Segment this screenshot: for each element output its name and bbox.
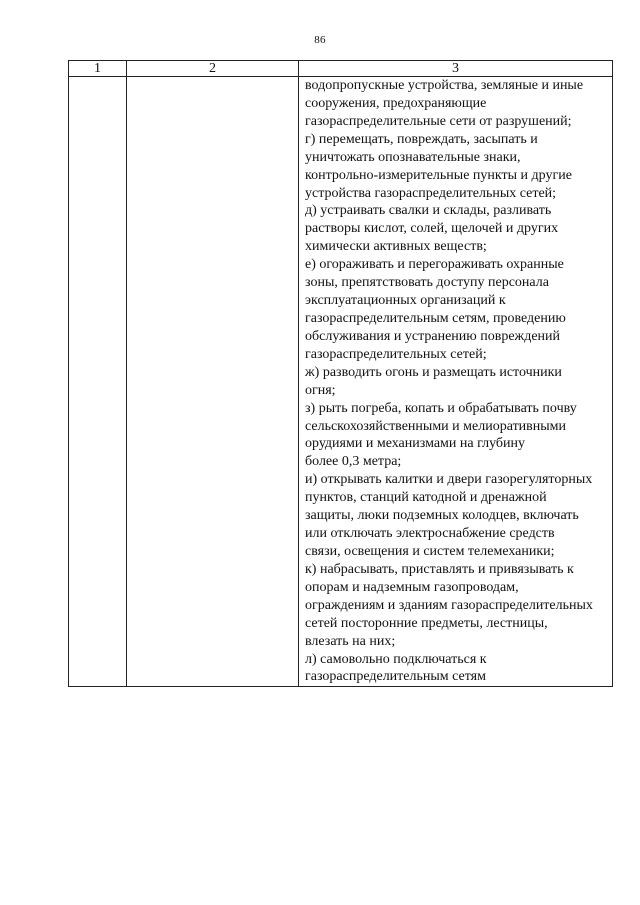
text-line: зоны, препятствовать доступу персонала — [305, 275, 549, 291]
text-line: газораспределительных сетей; — [305, 346, 487, 362]
text-line: г) перемещать, повреждать, засыпать и — [305, 131, 538, 147]
text-line: устройства газораспределительных сетей; — [305, 185, 557, 201]
table-header-row — [69, 61, 613, 77]
text-line: уничтожать опознавательные знаки, — [305, 149, 521, 165]
text-line: ж) разводить огонь и размещать источники — [305, 364, 562, 380]
text-line: д) устраивать свалки и склады, разливать — [305, 203, 552, 219]
text-line: газораспределительным сетям — [305, 669, 486, 685]
page-number: 86 — [314, 34, 326, 46]
text-line: обслуживания и устранению повреждений — [305, 328, 561, 344]
text-line: химически активных веществ; — [305, 239, 487, 255]
text-line: или отключать электроснабжение средств — [305, 526, 555, 542]
text-line: более 0,3 метра; — [305, 454, 402, 470]
text-line: эксплуатационных организаций к — [305, 293, 506, 309]
cell-col-1 — [69, 77, 127, 687]
column-header-1: 1 — [69, 61, 127, 77]
document-table — [68, 60, 613, 687]
text-line: водопропускные устройства, земляные и иные — [305, 78, 584, 93]
text-line: к) набрасывать, приставлять и привязывать к — [305, 561, 574, 577]
text-line: сооружения, предохраняющие — [305, 95, 487, 111]
text-line: защиты, люки подземных колодцев, включать — [305, 508, 579, 524]
text-line: опорам и надземным газопроводам, — [305, 579, 519, 595]
column-header-2: 2 — [127, 61, 299, 77]
text-line: контрольно-измерительные пункты и другие — [305, 167, 572, 183]
cell-col-3 — [299, 77, 613, 687]
text-line: ограждениям и зданиям газораспределительных — [305, 597, 593, 613]
text-line: з) рыть погреба, копать и обрабатывать почву — [305, 400, 577, 416]
text-line: и) открывать калитки и двери газорегуляторных — [305, 472, 593, 488]
text-line: связи, освещения и систем телемеханики; — [305, 543, 555, 559]
text-line: влезать на них; — [305, 633, 396, 649]
cell-col-2 — [127, 77, 299, 687]
text-line: пунктов, станций катодной и дренажной — [305, 490, 547, 506]
column-header-3: 3 — [299, 61, 613, 77]
text-line: л) самовольно подключаться к — [305, 651, 487, 667]
text-line: орудиями и механизмами на глубину — [305, 436, 526, 452]
text-line: растворы кислот, солей, щелочей и других — [305, 221, 559, 237]
text-line: е) огораживать и перегораживать охранные — [305, 257, 564, 273]
text-line: газораспределительные сети от разрушений; — [305, 113, 572, 129]
text-line: сельскохозяйственными и мелиоративными — [305, 418, 567, 434]
table-row — [69, 77, 613, 687]
text-line: газораспределительным сетям, проведению — [305, 310, 566, 326]
text-line: огня; — [305, 382, 336, 398]
text-line: сетей посторонние предметы, лестницы, — [305, 615, 548, 631]
